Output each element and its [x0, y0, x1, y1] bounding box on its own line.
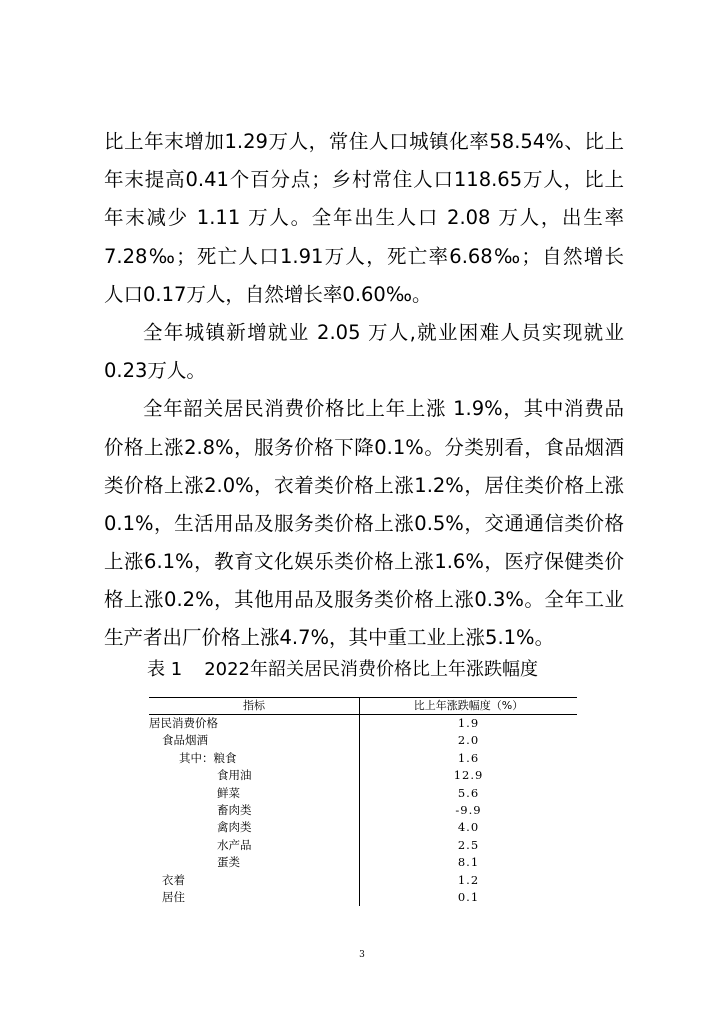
- row-value: 1.6: [457, 750, 480, 765]
- text-line: 全年韶关居民消费价格比上年上涨 1.9%，其中消费品: [143, 397, 624, 421]
- table-row: [149, 715, 577, 733]
- table-row: [149, 872, 577, 889]
- table-row: [149, 750, 577, 767]
- text-line: 0.23万人。: [104, 359, 206, 383]
- row-label: 衣着: [149, 872, 360, 889]
- text-line: 生产者出厂价格上涨4.7%，其中重工业上涨5.1%。: [104, 626, 555, 650]
- table-number: 表 1: [147, 659, 183, 680]
- row-value: 1.2: [457, 872, 480, 887]
- row-value: -9.9: [455, 803, 482, 818]
- text-line: 类价格上涨2.0%，衣着类价格上涨1.2%，居住类价格上涨: [104, 473, 624, 497]
- table-row: [149, 802, 577, 819]
- table-row: [149, 767, 577, 784]
- column-header-change: 比上年涨跌幅度（%）: [360, 698, 578, 715]
- text-line: 上涨6.1%，教育文化娱乐类价格上涨1.6%，医疗保健类价: [104, 550, 624, 574]
- row-label: 畜肉类: [149, 802, 360, 819]
- row-value: 12.9: [453, 768, 484, 783]
- row-label: 居住: [149, 889, 360, 906]
- text-line: 全年城镇新增就业 2.05 万人,就业困难人员实现就业: [143, 320, 624, 344]
- row-value: 1.9: [457, 716, 480, 730]
- table-caption: [147, 655, 587, 681]
- table-title: 2022年韶关居民消费价格比上年涨跌幅度: [204, 659, 538, 680]
- row-value: 8.1: [457, 855, 480, 870]
- row-label: 鲜菜: [149, 785, 360, 802]
- text-line: 人口0.17万人，自然增长率0.60‰。: [104, 282, 432, 306]
- row-label: 其中：粮食: [149, 750, 360, 767]
- row-label: 居民消费价格: [149, 715, 360, 733]
- text-line: 0.1%，生活用品及服务类价格上涨0.5%，交通通信类价格: [104, 511, 624, 535]
- row-label: 食品烟酒: [149, 732, 360, 749]
- row-label: 食用油: [149, 767, 360, 784]
- price-change-table: [149, 697, 577, 906]
- row-label: 水产品: [149, 837, 360, 854]
- table-row: [149, 837, 577, 854]
- table-row: [149, 819, 577, 836]
- text-line: 7.28‰；死亡人口1.91万人，死亡率6.68‰；自然增长: [104, 244, 624, 268]
- row-label: 禽肉类: [149, 819, 360, 836]
- column-header-indicator: 指标: [149, 698, 360, 715]
- body-text: [104, 123, 624, 658]
- table-row: [149, 785, 577, 802]
- table-header-row: [149, 698, 577, 715]
- row-value: 4.0: [457, 820, 480, 835]
- table-body: [149, 715, 577, 907]
- table-row: [149, 854, 577, 871]
- row-value: 0.1: [457, 890, 480, 905]
- text-line: 比上年末增加1.29万人，常住人口城镇化率58.54%、比上: [104, 130, 624, 153]
- text-line: 格上涨0.2%，其他用品及服务类价格上涨0.3%。全年工业: [104, 588, 624, 612]
- table-row: [149, 732, 577, 749]
- row-value: 2.0: [457, 733, 480, 748]
- row-label: 蛋类: [149, 854, 360, 871]
- text-line: 价格上涨2.8%，服务价格下降0.1%。分类别看，食品烟酒: [104, 435, 624, 459]
- row-value: 5.6: [457, 785, 480, 800]
- text-line: 年末减少 1.11 万人。全年出生人口 2.08 万人，出生率: [104, 206, 624, 230]
- row-value: 2.5: [457, 837, 480, 852]
- page-number: 3: [359, 950, 365, 960]
- table-row: [149, 889, 577, 906]
- text-line: 年末提高0.41个百分点；乡村常住人口118.65万人，比上: [104, 168, 624, 192]
